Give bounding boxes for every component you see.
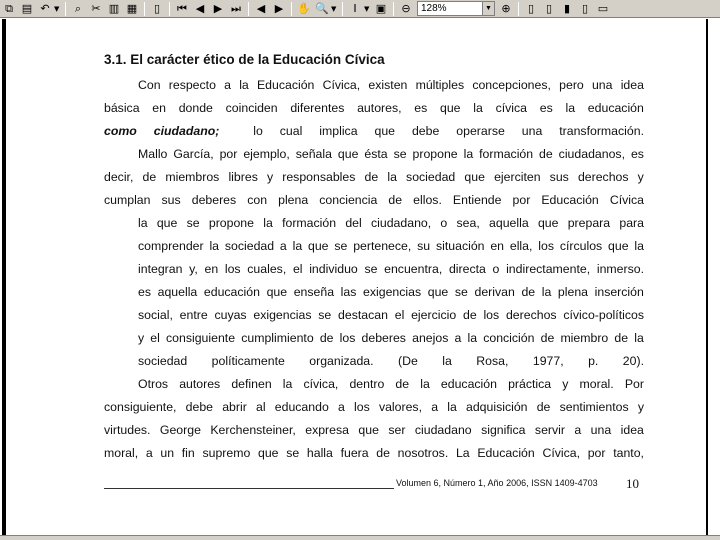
word: se — [286, 446, 300, 460]
word: encuentra, — [384, 262, 443, 276]
forward-icon[interactable]: ▶ — [274, 2, 284, 15]
word: respecto — [168, 78, 216, 92]
word: individuo — [309, 262, 358, 276]
toolbar — [0, 0, 720, 18]
word: servir — [534, 423, 565, 437]
word: valores, — [378, 400, 422, 414]
word: al — [256, 400, 266, 414]
word: formación — [479, 147, 534, 161]
first-page-icon[interactable]: ⏮ — [177, 2, 187, 15]
word: abrir — [222, 400, 247, 414]
facing-icon[interactable]: ▮ — [563, 2, 571, 15]
word: que — [337, 147, 359, 161]
word: moral, — [104, 446, 139, 460]
text-line — [104, 143, 644, 166]
word: una — [590, 423, 612, 437]
word: concición — [483, 331, 535, 345]
toolbar-separator — [65, 2, 66, 16]
word: de — [539, 147, 553, 161]
word: los — [538, 239, 554, 253]
word: derechos — [505, 308, 557, 322]
chevron-down-icon[interactable]: ▼ — [364, 4, 370, 13]
word: ésta — [364, 147, 388, 161]
word: aquella — [489, 216, 529, 230]
word: autores — [179, 377, 221, 391]
word: y — [637, 170, 644, 184]
text-line — [104, 373, 644, 396]
word: La — [455, 446, 470, 460]
word: destacan — [338, 308, 388, 322]
word: la — [420, 377, 430, 391]
word: sus — [549, 170, 569, 184]
word: el — [292, 262, 303, 276]
word: el — [394, 308, 405, 322]
toolbar-separator — [393, 2, 394, 16]
word: que — [266, 285, 288, 299]
undo-icon[interactable]: ↶ — [40, 2, 50, 15]
word: pero — [559, 78, 584, 92]
word: la — [138, 216, 148, 230]
word: la — [634, 239, 644, 253]
text-line — [104, 419, 644, 442]
word: de — [614, 331, 629, 345]
word: derivan — [474, 285, 515, 299]
word: los — [483, 308, 500, 322]
word: su — [417, 239, 431, 253]
text-line — [138, 281, 644, 304]
word: la — [467, 331, 478, 345]
word: la — [209, 239, 220, 253]
word: a — [337, 400, 345, 414]
word: Cívica, — [542, 446, 581, 460]
find-icon[interactable]: ⌕ — [74, 2, 82, 15]
word: se — [318, 308, 332, 322]
word: y, — [189, 262, 198, 276]
word: la — [565, 101, 576, 115]
fit-width-icon[interactable]: ▭ — [597, 2, 609, 15]
word: ella, — [509, 239, 533, 253]
word: propone — [208, 216, 254, 230]
word: aquella — [157, 285, 198, 299]
word: enseña — [293, 285, 335, 299]
word: y — [637, 400, 644, 414]
word: práctica — [508, 377, 552, 391]
continuous-icon[interactable]: ▯ — [545, 2, 553, 15]
word: entre — [179, 308, 208, 322]
word: en — [490, 239, 505, 253]
word: coinciden — [225, 101, 278, 115]
text-line — [138, 258, 644, 281]
word: que — [358, 423, 379, 437]
footer-text: Volumen 6, Número 1, Año 2006, ISSN 1409-4703 — [396, 478, 598, 488]
paste-icon[interactable]: ▤ — [21, 2, 33, 15]
word: educación — [203, 285, 260, 299]
text-line — [104, 166, 644, 189]
word: exigencias — [363, 285, 422, 299]
word: múltiples — [415, 78, 465, 92]
word: responsables — [282, 170, 356, 184]
word: una — [591, 78, 613, 92]
word: sociedad — [224, 239, 275, 253]
cut-icon[interactable]: ✂ — [91, 2, 101, 15]
paragraph-1 — [104, 74, 644, 143]
word: cívica — [495, 101, 528, 115]
word: la — [463, 147, 474, 161]
word: Con — [138, 78, 161, 92]
word: y — [266, 170, 274, 184]
word: de — [142, 170, 157, 184]
word: que — [464, 170, 485, 184]
page-shadow-left — [2, 19, 6, 535]
word: cumplimiento — [241, 331, 314, 345]
word: deberes — [361, 331, 406, 345]
word: libres — [228, 170, 258, 184]
text-line — [138, 235, 644, 258]
word: pertenece, — [353, 239, 412, 253]
scroll-area[interactable] — [708, 19, 720, 535]
word: a — [224, 78, 231, 92]
word: educación — [587, 101, 644, 115]
zoom-select[interactable] — [417, 1, 495, 16]
word: Educación — [256, 78, 315, 92]
word: que — [257, 446, 279, 460]
paragraph-2 — [104, 143, 644, 212]
word: Cívica, — [322, 78, 361, 92]
word: que — [440, 101, 461, 115]
word: halla — [306, 446, 333, 460]
word: Por — [624, 377, 644, 391]
text-line — [138, 212, 644, 235]
word: a — [454, 331, 462, 345]
word: la — [541, 285, 552, 299]
word: las — [340, 285, 357, 299]
word: exigencias — [253, 308, 312, 322]
word: inserción — [594, 285, 644, 299]
document-page — [104, 52, 644, 465]
word: comprender — [138, 239, 204, 253]
word: y — [562, 377, 569, 391]
word: idea — [620, 423, 644, 437]
word: indirectamente, — [506, 262, 591, 276]
zoom-icon[interactable]: 🔍 — [315, 2, 329, 15]
word: en — [152, 101, 166, 115]
text-line — [138, 304, 644, 327]
word: debe — [185, 400, 214, 414]
section-heading: 3.1. El carácter ético de la Educación Cívica — [104, 52, 385, 67]
word: significa — [481, 423, 526, 437]
word: la — [263, 216, 273, 230]
word: la — [634, 331, 644, 345]
word: a — [431, 400, 439, 414]
word: la — [447, 400, 457, 414]
word: anejos — [412, 331, 449, 345]
word: definen — [231, 377, 272, 391]
word: es — [539, 101, 553, 115]
word: George — [159, 423, 201, 437]
word: círculos — [559, 239, 603, 253]
paragraph-3 — [104, 373, 644, 465]
word: diferentes — [290, 101, 345, 115]
chevron-down-icon[interactable]: ▼ — [54, 4, 60, 13]
prev-page-icon[interactable]: ◀ — [195, 2, 205, 15]
status-bar — [0, 535, 720, 540]
word: cívica, — [303, 377, 339, 391]
word: se — [334, 239, 348, 253]
word: a — [574, 423, 582, 437]
word: que — [537, 216, 559, 230]
word: inmerso. — [596, 262, 644, 276]
word: sea, — [456, 216, 480, 230]
word: social, — [138, 308, 173, 322]
hand-icon[interactable]: ✋ — [297, 2, 311, 15]
word: la — [387, 170, 397, 184]
copy-icon[interactable]: ⧉ — [5, 2, 13, 15]
snapshot-icon[interactable]: ▣ — [375, 2, 387, 15]
word: plena — [557, 285, 589, 299]
word: los — [339, 331, 356, 345]
word: expresa — [305, 423, 349, 437]
footer-rule — [104, 488, 394, 489]
text-line: sociedad políticamente organizada. (De la Rosa, 1977, p. 20). — [138, 354, 644, 368]
word: García, — [173, 147, 214, 161]
word: básica — [104, 101, 140, 115]
word: decir, — [104, 170, 134, 184]
text-line: como ciudadano; lo cual implica que debe operarse una transformación. — [104, 124, 644, 138]
page-icon[interactable]: ▯ — [153, 2, 161, 15]
word: cívico-políticos — [563, 308, 644, 322]
word: es — [414, 101, 428, 115]
text-line — [104, 396, 644, 419]
word: educando — [274, 400, 329, 414]
word: consiguiente — [166, 331, 236, 345]
chevron-down-icon[interactable]: ▼ — [331, 4, 337, 13]
fit-icon[interactable]: ▯ — [581, 2, 589, 15]
zoom-value: 128% — [421, 3, 447, 14]
word: Mallo — [138, 147, 168, 161]
block-quote — [104, 212, 644, 373]
word: por — [219, 147, 238, 161]
word: ciudadanos, — [558, 147, 625, 161]
word: concepciones, — [472, 78, 551, 92]
word: directa — [448, 262, 486, 276]
word: idea — [620, 78, 644, 92]
toolbar-separator — [518, 2, 519, 16]
word: de — [395, 377, 410, 391]
word: cuales, — [247, 262, 287, 276]
back-icon[interactable]: ◀ — [256, 2, 266, 15]
word: educación — [440, 377, 497, 391]
word: ciudadano — [414, 423, 472, 437]
word: dentro — [349, 377, 385, 391]
word: el — [150, 331, 160, 345]
word: se — [393, 147, 407, 161]
last-page-icon[interactable]: ⏭ — [231, 2, 241, 15]
word: y — [138, 331, 145, 345]
word: nosotros. — [397, 446, 449, 460]
toolbar-separator — [342, 2, 343, 16]
word: que — [156, 216, 178, 230]
word: moral. — [579, 377, 614, 391]
word: los — [224, 262, 241, 276]
word: de — [376, 446, 390, 460]
word: es — [630, 147, 644, 161]
word: de — [364, 170, 379, 184]
text-line — [138, 327, 644, 350]
word: fin — [181, 446, 195, 460]
word: que — [308, 239, 329, 253]
word: sentimientos — [559, 400, 629, 414]
select-text-icon[interactable]: Ι — [353, 2, 357, 15]
word: se — [186, 216, 200, 230]
text-line: cumplan sus deberes con plena conciencia de ellos. Entiende por Educación Cívica — [104, 193, 644, 207]
word: se — [364, 262, 378, 276]
word: prepara — [567, 216, 611, 230]
text-line — [104, 442, 644, 465]
word: donde — [178, 101, 213, 115]
word: formación — [282, 216, 337, 230]
word: adquisición — [465, 400, 528, 414]
word: la — [239, 78, 249, 92]
word: ciudadano, — [371, 216, 432, 230]
word: integran — [138, 262, 183, 276]
word: que — [608, 239, 629, 253]
page-layout-icon[interactable]: ▥ — [108, 2, 120, 15]
single-page-icon[interactable]: ▯ — [527, 2, 535, 15]
chevron-down-icon[interactable]: ▼ — [482, 2, 494, 15]
word: para — [619, 216, 644, 230]
word: la — [282, 377, 293, 391]
toolbar-separator — [291, 2, 292, 16]
text-line — [104, 74, 644, 97]
page-layout-icon[interactable]: ▦ — [126, 2, 138, 15]
word: la — [292, 239, 303, 253]
word: ser — [388, 423, 406, 437]
word: ejercicio — [411, 308, 457, 322]
word: sociedad — [406, 170, 456, 184]
word: un — [160, 446, 175, 460]
word: cuyas — [214, 308, 247, 322]
word: propone — [412, 147, 458, 161]
next-page-icon[interactable]: ▶ — [213, 2, 223, 15]
toolbar-separator — [248, 2, 249, 16]
word: se — [454, 285, 468, 299]
word: o — [492, 262, 500, 276]
word: consiguiente, — [104, 400, 177, 414]
word: por — [587, 446, 606, 460]
word: la — [473, 101, 483, 115]
word: ejemplo, — [243, 147, 290, 161]
word: o — [440, 216, 448, 230]
toolbar-separator — [144, 2, 145, 16]
word: señala — [295, 147, 332, 161]
word: situación — [435, 239, 485, 253]
word: del — [345, 216, 362, 230]
word: fuera — [340, 446, 369, 460]
word: virtudes. — [104, 423, 151, 437]
word: miembro — [560, 331, 609, 345]
word: los — [354, 400, 370, 414]
word: es — [138, 285, 151, 299]
word: tanto, — [613, 446, 644, 460]
word: miembros — [165, 170, 220, 184]
word: que — [427, 285, 449, 299]
word: de — [462, 308, 477, 322]
word: autores, — [357, 101, 402, 115]
word: derechos — [577, 170, 629, 184]
zoom-out-icon[interactable]: ⊖ — [401, 2, 411, 15]
word: ejerciten — [494, 170, 541, 184]
page-number: 10 — [626, 476, 639, 491]
word: en — [204, 262, 219, 276]
zoom-in-icon[interactable]: ⊕ — [501, 2, 511, 15]
word: de — [319, 331, 334, 345]
word: de — [536, 400, 551, 414]
word: Educación — [477, 446, 535, 460]
text-line — [104, 97, 644, 120]
word: a — [145, 446, 153, 460]
word: a — [279, 239, 287, 253]
word: existen — [368, 78, 408, 92]
word: Kerchensteiner, — [210, 423, 296, 437]
word: de — [521, 285, 536, 299]
word: de — [540, 331, 555, 345]
word: supremo — [202, 446, 251, 460]
word: Otros — [138, 377, 169, 391]
toolbar-separator — [169, 2, 170, 16]
